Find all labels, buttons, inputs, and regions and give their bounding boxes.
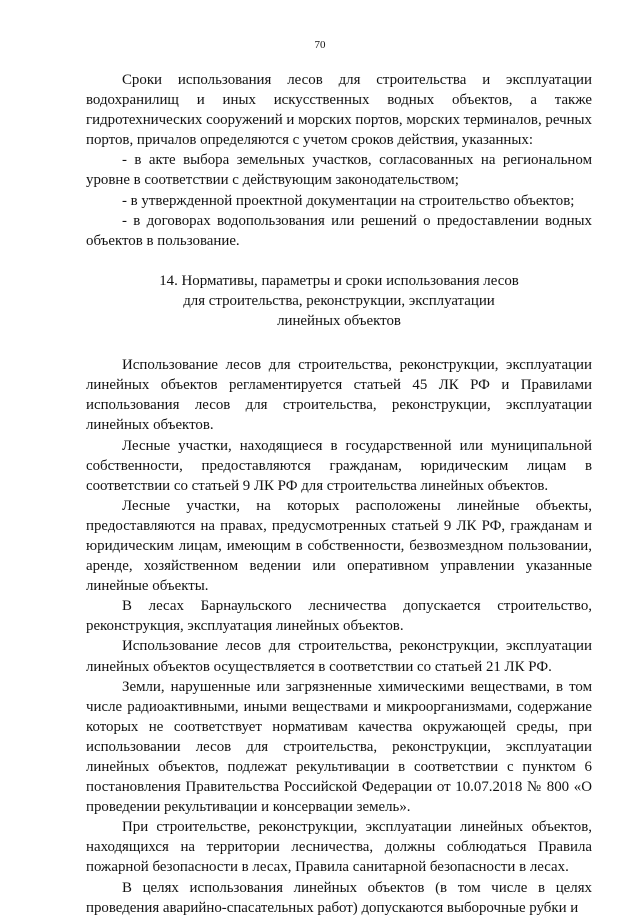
- paragraph: Лесные участки, находящиеся в государственной или муниципальной собственности, предоставляются гражданам, юридическим лицам в соответствии со статьей 9 ЛК РФ для строительства линейных объектов.: [86, 437, 592, 494]
- section-heading-line: 14. Нормативы, параметры и сроки использования лесов: [159, 272, 519, 289]
- paragraph: Использование лесов для строительства, реконструкции, эксплуатации линейных объектов осуществляется в соответствии со статьей 21 ЛК РФ.: [86, 638, 592, 675]
- section-heading: [86, 271, 592, 331]
- section-heading-line: линейных объектов: [277, 313, 401, 330]
- paragraph: Использование лесов для строительства, реконструкции, эксплуатации линейных объектов регламентируется статьей 45 ЛК РФ и Правилами использования лесов для строительства, реконструкции, эксплуатации линейных объектов.: [86, 357, 592, 434]
- list-item: - в акте выбора земельных участков, согласованных на региональном уровне в соответствии с действующим законодательством;: [86, 152, 592, 189]
- paragraph: Сроки использования лесов для строительства и эксплуатации водохранилищ и иных искусственных водных объектов, а также гидротехнических сооружений и морских портов, морских терминалов, речных портов, причалов определяются с учетом сроков действия, указанных:: [86, 72, 592, 149]
- list-item: - в договорах водопользования или решений о предоставлении водных объектов в пользование.: [86, 212, 592, 249]
- paragraph: Лесные участки, на которых расположены линейные объекты, предоставляются на правах, предусмотренных статьей 9 ЛК РФ, гражданам и юридическим лицам, имеющим в собственности, безвозмездном пользовании, аренде, хозяйственном ведении или оперативном управлении указанные линейные объекты.: [86, 497, 592, 595]
- section-heading-line: для строительства, реконструкции, эксплуатации: [183, 292, 495, 309]
- paragraph: В лесах Барнаульского лесничества допускается строительство, реконструкция, эксплуатация линейных объектов.: [86, 598, 592, 635]
- page-number: 70: [314, 39, 326, 51]
- paragraph: В целях использования линейных объектов (в том числе в целях проведения аварийно-спасательных работ) допускаются выборочные рубки и: [86, 879, 592, 916]
- paragraph: При строительстве, реконструкции, эксплуатации линейных объектов, находящихся на территории лесничества, должны соблюдаться Правила пожарной безопасности в лесах, Правила санитарной безопасности в лесах.: [86, 819, 592, 876]
- paragraph: Земли, нарушенные или загрязненные химическими веществами, в том числе радиоактивными, иными веществами и микроорганизмами, содержание которых не соответствует нормативам качества окружающей среды, при использовании лесов для строительства, реконструкции, эксплуатации линейных объектов, подлежат рекультивации в соответствии с пунктом 6 постановления Правительства Российской Федерации от 10.07.2018 № 800 «О проведении рекультивации и консервации земель».: [86, 678, 592, 816]
- page-content: [86, 70, 592, 918]
- list-item: - в утвержденной проектной документации на строительство объектов;: [122, 192, 575, 209]
